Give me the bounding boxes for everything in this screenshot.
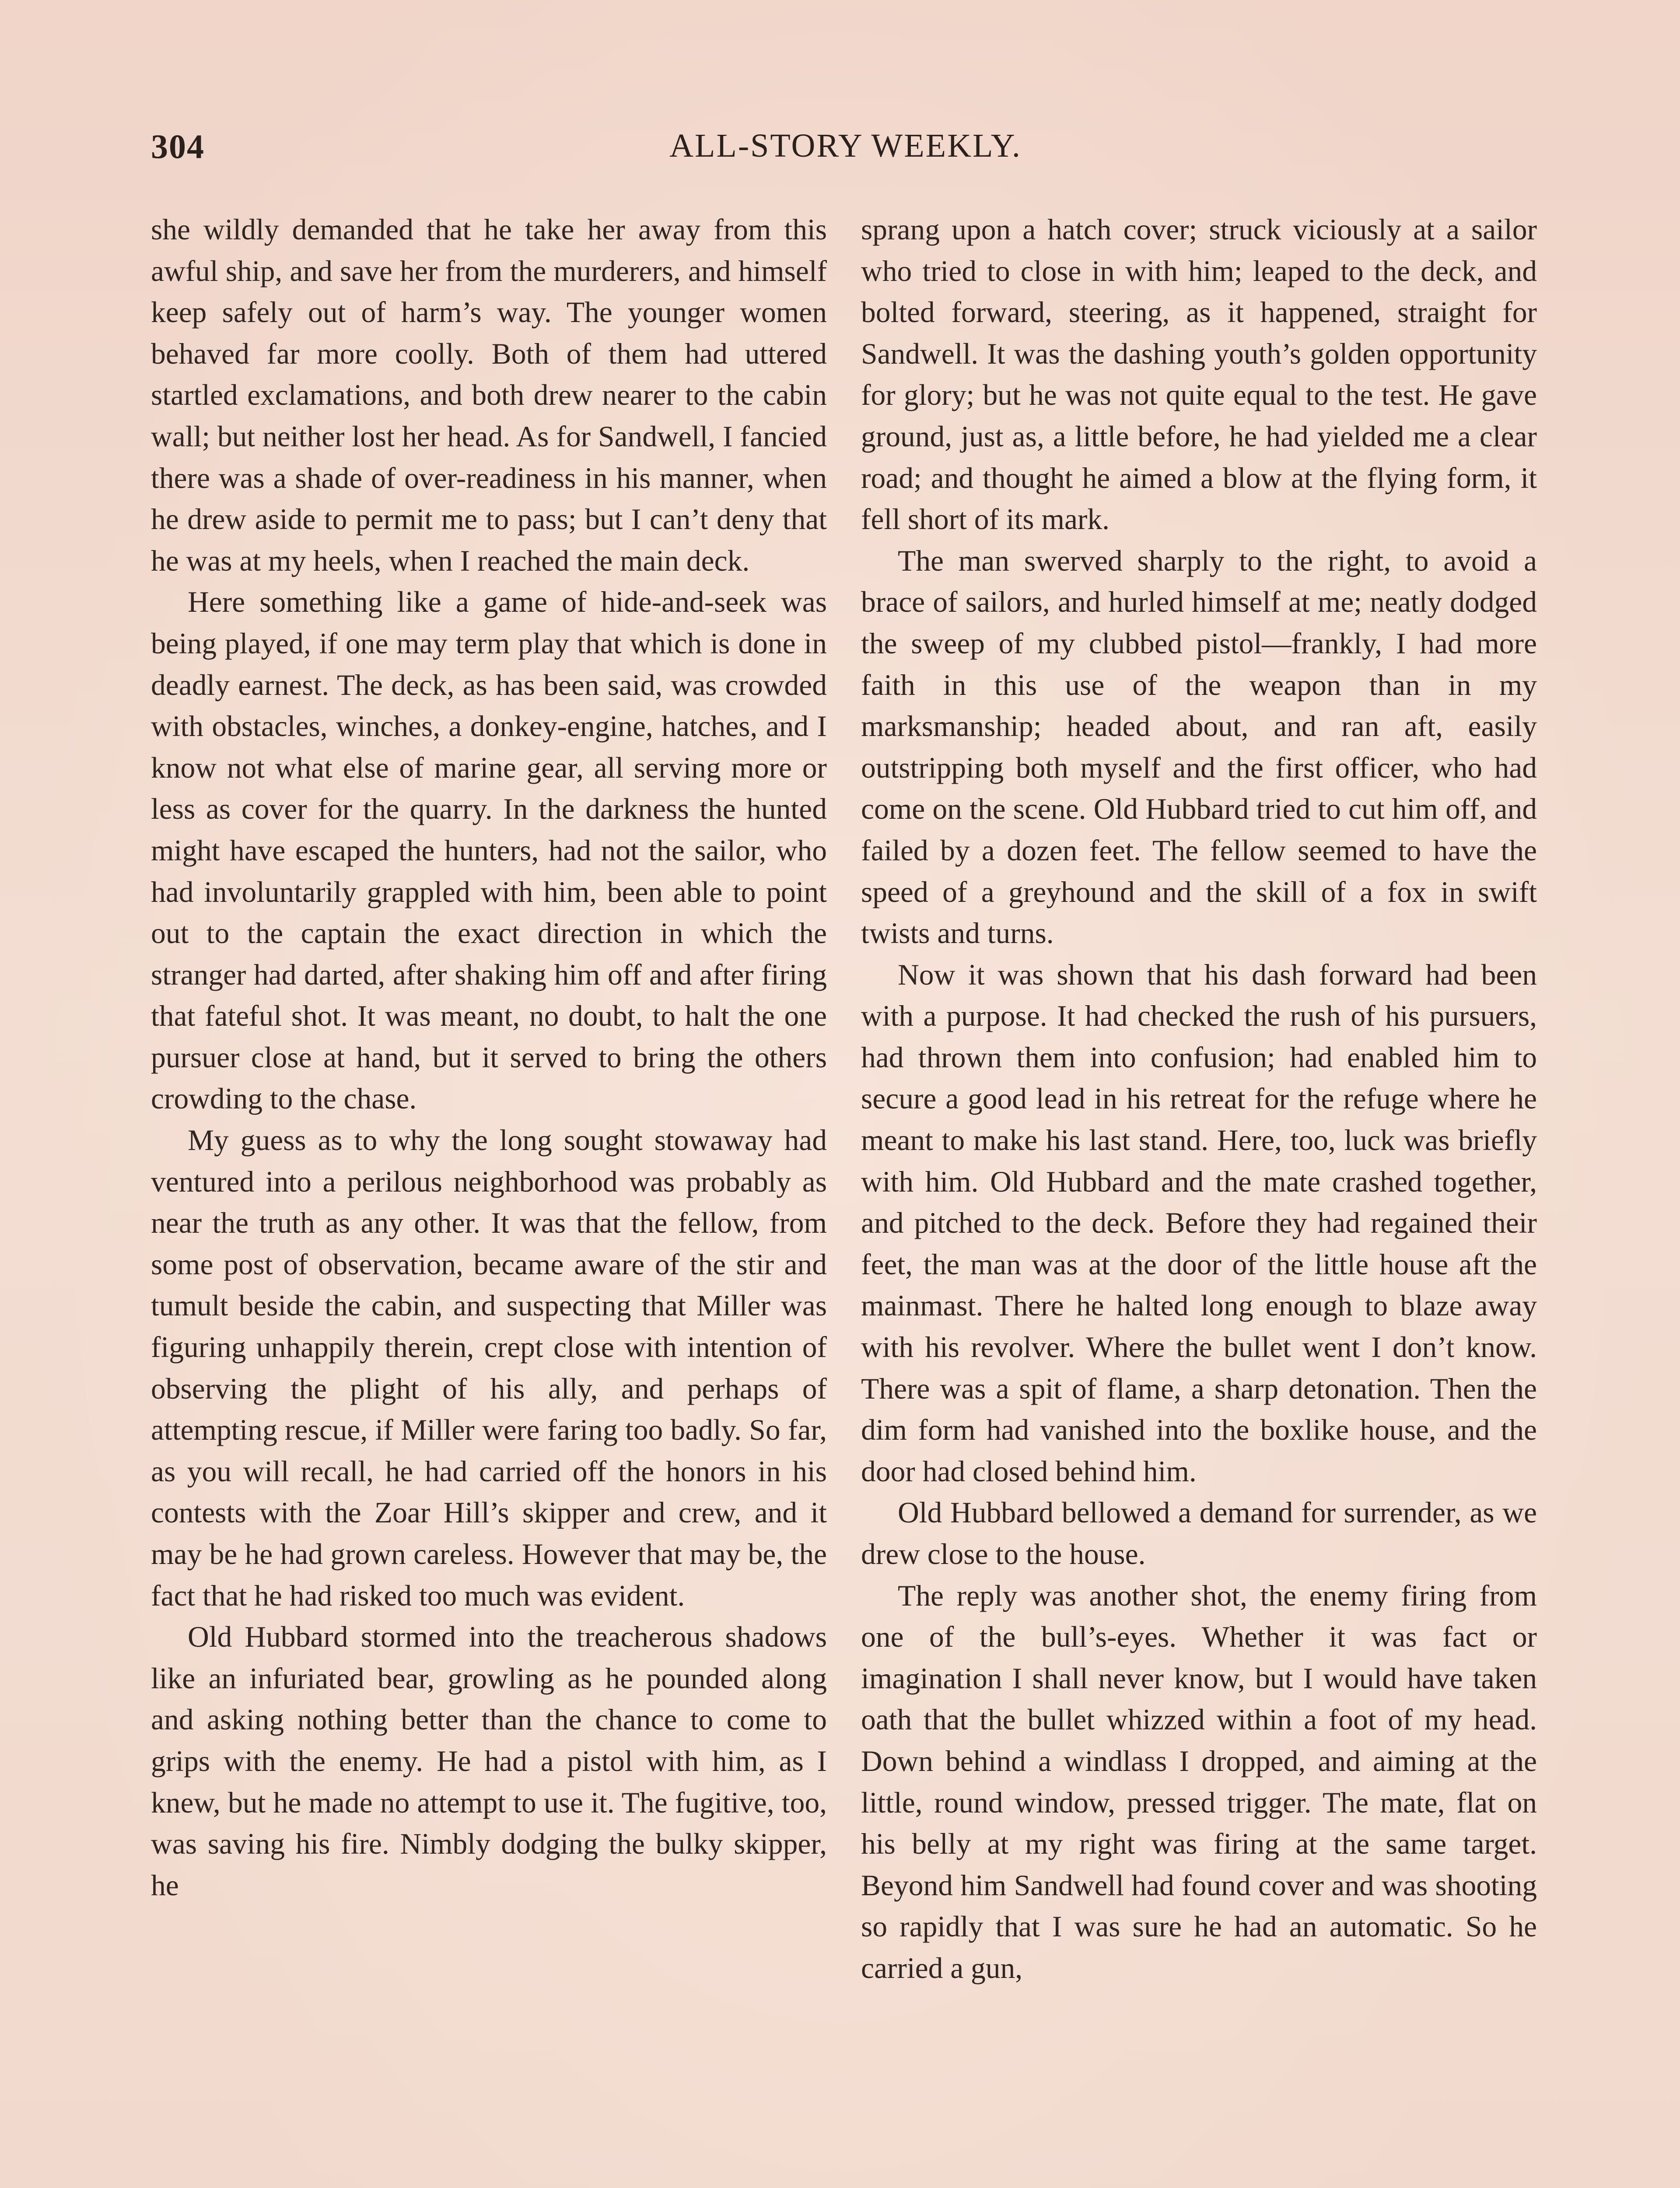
right-text-column bbox=[861, 209, 1537, 1989]
paragraph: The reply was another shot, the enemy firing from one of the bull’s-eyes. Whether it was fact or imagination I shall never know, but I would have taken oath that the bullet whizzed within a foot of my head. Down behind a windlass I dropped, and aiming at the little, round window, pressed trigger. The mate, flat on his belly at my right was firing at the same target. Beyond him Sandwell had found cover and was shooting so rapidly that I was sure he had an automatic. So he carried a gun, bbox=[861, 1579, 1537, 1985]
running-head-title: ALL-STORY WEEKLY. bbox=[669, 127, 1022, 164]
paragraph: Here something like a game of hide-and-seek was being played, if one may term play that which is done in deadly earnest. The deck, as has been said, was crowded with obstacles, winches, a donkey-engine, hatches, and I know not what else of marine gear, all serving more or less as cover for the quarry. In the darkness the hunted might have escaped the hunters, had not the sailor, who had involuntarily grappled with him, been able to point out to the captain the exact direction in which the stranger had darted, after shaking him off and after firing that fateful shot. It was meant, no doubt, to halt the one pursuer close at hand, but it served to bring the others crowding to the chase. bbox=[151, 586, 827, 1115]
page-number: 304 bbox=[151, 127, 205, 165]
paragraph: she wildly demanded that he take her away from this awful ship, and save her from the murderers, and himself keep safely out of harm’s way. The younger women behaved far more coolly. Both of them had uttered startled exclamations, and both drew nearer to the cabin wall; but neither lost her head. As for Sandwell, I fancied there was a shade of over-readiness in his manner, when he drew aside to permit me to pass; but I can’t deny that he was at my heels, when I reached the main deck. bbox=[151, 213, 827, 577]
paragraph: sprang upon a hatch cover; struck viciously at a sailor who tried to close in with him; leaped to the deck, and bolted forward, steering, as it happened, straight for Sandwell. It was the dashing youth’s golden opportunity for glory; but he was not quite equal to the test. He gave ground, just as, a little before, he had yielded me a clear road; and thought he aimed a blow at the flying form, it fell short of its mark. bbox=[861, 213, 1537, 536]
paragraph: Old Hubbard bellowed a demand for surrender, as we drew close to the house. bbox=[861, 1496, 1537, 1571]
page-header bbox=[151, 127, 1540, 175]
paragraph: Now it was shown that his dash forward had been with a purpose. It had checked the rush of his pursuers, had thrown them into confusion; had enabled him to secure a good lead in his retreat for the refuge where he meant to make his last stand. Here, too, luck was briefly with him. Old Hubbard and the mate crashed together, and pitched to the deck. Before they had regained their feet, the man was at the door of the little house aft the mainmast. There he halted long enough to blaze away with his revolver. Where the bullet went I don’t know. There was a spit of flame, a sharp detonation. Then the dim form had vanished into the boxlike house, and the door had closed behind him. bbox=[861, 958, 1537, 1488]
paragraph: Old Hubbard stormed into the treacherous shadows like an infuriated bear, growling as he pounded along and asking nothing better than the chance to come to grips with the enemy. He had a pistol with him, as I knew, but he made no attempt to use it. The fugitive, too, was saving his fire. Nimbly dodging the bulky skipper, he bbox=[151, 1620, 827, 1902]
paragraph: The man swerved sharply to the right, to avoid a brace of sailors, and hurled himself at me; neatly dodged the sweep of my clubbed pistol—frankly, I had more faith in this use of the weapon than in my marksmanship; headed about, and ran aft, easily outstripping both myself and the first officer, who had come on the scene. Old Hubbard tried to cut him off, and failed by a dozen feet. The fellow seemed to have the speed of a greyhound and the skill of a fox in swift twists and turns. bbox=[861, 544, 1537, 950]
paragraph: My guess as to why the long sought stowaway had ventured into a perilous neighborhood was probably as near the truth as any other. It was that the fellow, from some post of observation, became aware of the stir and tumult beside the cabin, and suspecting that Miller was figuring unhappily therein, crept close with intention of observing the plight of his ally, and perhaps of attempting rescue, if Miller were faring too badly. So far, as you will recall, he had carried off the honors in his contests with the Zoar Hill’s skipper and crew, and it may be he had grown careless. However that may be, the fact that he had risked too much was evident. bbox=[151, 1124, 827, 1612]
left-text-column bbox=[151, 209, 827, 1906]
